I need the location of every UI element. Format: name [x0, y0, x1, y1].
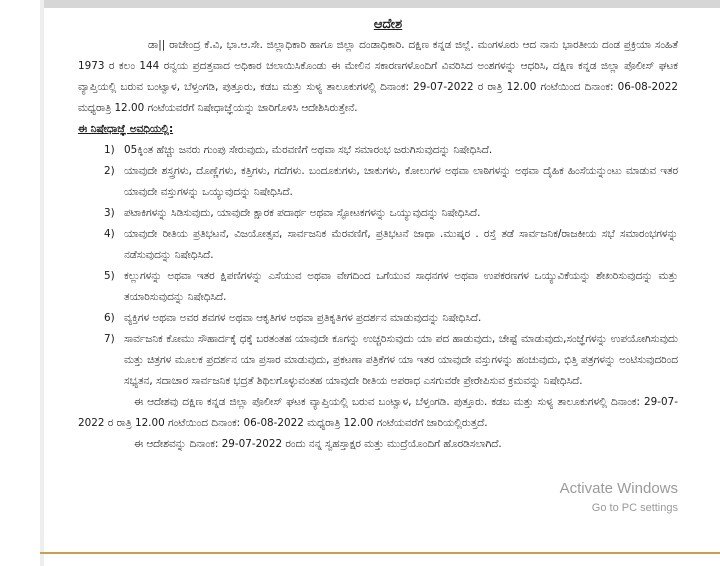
- prohibition-heading: ಈ ನಿಷೇಧಾಜ್ಞೆ ಅವಧಿಯಲ್ಲಿ:: [78, 123, 174, 135]
- left-border: [40, 0, 44, 566]
- item-number: 2): [104, 165, 115, 177]
- list-item: [104, 329, 678, 392]
- intro-paragraph: ಡಾ|| ರಾಜೇಂದ್ರ ಕೆ.ವಿ, ಭಾ.ಆ.ಸೇ. ಜಿಲ್ಲಾಧಿಕಾರಿ ಹಾಗೂ ಜಿಲ್ಲಾ ದಂಡಾಧಿಕಾರಿ. ದಕ್ಷಿಣ ಕನ್ನಡ ಜಿಲ್ಲೆ. ಮಂಗಳೂರು ಆದ ನಾನು ಭಾರತೀಯ ದಂಡ ಪ್ರಕ್ರಿಯಾ ಸಂಹಿತೆ 1973 ರ ಕಲಂ 144 ರನ್ವಯ ಪ್ರದತ್ತವಾದ ಅಧಿಕಾರ ಚಲಾಯಿಸಿಕೊಂಡು ಈ ಮೇಲಿನ ಸಕಾರಣಗಳೊಂದಿಗೆ ವಿವರಿಸಿದ ಅಂಶಗಳನ್ನು ಆಧರಿಸಿ, ದಕ್ಷಿಣ ಕನ್ನಡ ಜಿಲ್ಲಾ ಪೊಲೀಸ್ ಘಟಕ ವ್ಯಾಪ್ತಿಯಲ್ಲಿ ಬರುವ ಬಂಟ್ವಾಳ, ಬೆಳ್ತಂಗಡಿ, ಪುತ್ತೂರು, ಕಡಬ ಮತ್ತು ಸುಳ್ಯ ತಾಲೂಕುಗಳಲ್ಲಿ ದಿನಾಂಕ: 29-07-2022 ರ ರಾತ್ರಿ 12.00 ಗಂಟೆಯಿಂದ ದಿನಾಂಕ: 06-08-2022 ಮಧ್ಯರಾತ್ರಿ 12.00 ಗಂಟೆಯವರೆಗೆ ನಿಷೇಧಾಜ್ಞೆಯನ್ನು ಜಾರಿಗೊಳಿಸಿ ಆದೇಶಿಸಿರುತ್ತೇನೆ.: [78, 39, 678, 114]
- item-text: 05ಕ್ಕಿಂತ ಹೆಚ್ಚು ಜನರು ಗುಂಪು ಸೇರುವುದು, ಮೆರವಣಿಗೆ ಅಥವಾ ಸಭೆ ಸಮಾರಂಭ ಜರುಗಿಸುವುದನ್ನು ನಿಷೇಧಿಸಿದೆ.: [124, 144, 493, 156]
- order-document: [78, 14, 678, 455]
- list-item: [104, 161, 678, 203]
- list-item: [104, 266, 678, 308]
- activate-windows-watermark: Activate Windows: [559, 480, 678, 497]
- item-number: 5): [104, 270, 115, 282]
- bottom-border: [40, 552, 720, 554]
- item-text: ಸಾರ್ವಜನಿಕ ಕೋಮು ಸೌಹಾರ್ದಕ್ಕೆ ಧಕ್ಕೆ ಬರತಂತಹ ಯಾವುದೇ ಕೂಗನ್ನು ಉಚ್ಚರಿಸುವುದು ಯಾ ಪದ ಹಾಡುವುದು, ಚೇಷ್ಟೆ ಮಾಡುವುದು,ಸಂಜ್ಞೆಗಳನ್ನು ಉಪಯೋಗಿಸುವುದು ಮತ್ತು ಚಿತ್ರಗಳ ಮೂಲಕ ಪ್ರದರ್ಶನ ಯಾ ಪ್ರಸಾರ ಮಾಡುವುದು, ಪ್ರಕಟಣಾ ಪತ್ರಿಕೆಗಳ ಯಾ ಇತರ ಯಾವುದೇ ವಸ್ತುಗಳನ್ನು ಹಂಚುವುದು, ಭಿತ್ತಿ ಪತ್ರಗಳನ್ನು ಅಂಟಿಸುವುದರಿಂದ ಸಭ್ಯತನ, ಸದಾಚಾರ ಸಾರ್ವಜನಿಕ ಭದ್ರತೆ ಶಿಥಿಲಗೊಳ್ಳುವಂತಹ ಯಾವುದೇ ರೀತಿಯ ಅಪರಾಧ ಎಸಗುವರೇ ಪ್ರೇರೇಪಿಸುವ ಕ್ರಮವನ್ನು ನಿಷೇಧಿಸಿದೆ.: [124, 333, 678, 387]
- item-number: 7): [104, 333, 115, 345]
- list-item: [104, 308, 678, 329]
- item-number: 3): [104, 207, 115, 219]
- pc-settings-watermark: Go to PC settings: [591, 502, 678, 514]
- item-number: 4): [104, 228, 115, 240]
- item-text: ವ್ಯಕ್ತಿಗಳ ಅಥವಾ ಅವರ ಶವಗಳ ಅಥವಾ ಆಕೃತಿಗಳ ಅಥವಾ ಪ್ರತಿಕೃತಿಗಳ ಪ್ರದರ್ಶನ ಮಾಡುವುದನ್ನು ನಿಷೇಧಿಸಿದೆ.: [124, 312, 482, 324]
- item-text: ಕಲ್ಲುಗಳನ್ನು ಅಥವಾ ಇತರ ಕ್ಷಿಪಣಿಗಳನ್ನು ಎಸೆಯುವ ಅಥವಾ ವೇಗದಿಂದ ಒಗೆಯುವ ಸಾಧನಗಳ ಅಥವಾ ಉಪಕರಣಗಳ ಒಯ್ಯುವಿಕೆಯನ್ನು ಶೇಖರಿಸುವುದನ್ನು ಮತ್ತು ತಯಾರಿಸುವುದನ್ನು ನಿಷೇಧಿಸಿದೆ.: [124, 270, 678, 303]
- prohibition-list: [78, 140, 678, 392]
- closing-paragraph: ಈ ಆದೇಶವು ದಕ್ಷಿಣ ಕನ್ನಡ ಜಿಲ್ಲಾ ಪೊಲೀಸ್ ಘಟಕ ವ್ಯಾಪ್ತಿಯಲ್ಲಿ ಬರುವ ಬಂಟ್ವಾಳ, ಬೆಳ್ತಂಗಡಿ. ಪುತ್ತೂರು. ಕಡಬ ಮತ್ತು ಸುಳ್ಯ ತಾಲೂಕುಗಳಲ್ಲಿ ದಿನಾಂಕ: 29-07-2022 ರ ರಾತ್ರಿ 12.00 ಗಂಟೆಯಿಂದ ದಿನಾಂಕ: 06-08-2022 ಮಧ್ಯರಾತ್ರಿ 12.00 ಗಂಟೆಯವರೆಗೆ ಜಾರಿಯಲ್ಲಿರುತ್ತದೆ.: [78, 396, 678, 429]
- top-border: [40, 0, 720, 8]
- list-item: [104, 224, 678, 266]
- item-number: 1): [104, 144, 115, 156]
- list-item: [104, 140, 678, 161]
- issued-line: ಈ ಆದೇಶವನ್ನು ದಿನಾಂಕ: 29-07-2022 ರಂದು ನನ್ನ ಸ್ವಹಸ್ತಾಕ್ಷರ ಮತ್ತು ಮುದ್ರೆಯೊಂದಿಗೆ ಹೊರಡಿಸಲಾಗಿದೆ.: [134, 438, 502, 450]
- document-title: ಆದೇಶ: [373, 17, 403, 32]
- list-item: [104, 203, 678, 224]
- item-text: ಯಾವುದೇ ಶಸ್ತ್ರಗಳು, ದೊಣ್ಣೆಗಳು, ಕತ್ತಿಗಳು, ಗದೆಗಳು. ಬಂದೂಕುಗಳು, ಚಾಕುಗಳು, ಕೋಲುಗಳ ಅಥವಾ ಲಾಠಿಗಳನ್ನು ಅಥವಾ ದೈಹಿಕ ಹಿಂಸೆಯನ್ನುಂಟು ಮಾಡುವ ಇತರ ಯಾವುದೇ ವಸ್ತುಗಳನ್ನು ಒಯ್ಯುವುದನ್ನು ನಿಷೇಧಿಸಿದೆ.: [124, 165, 678, 198]
- item-number: 6): [104, 312, 115, 324]
- item-text: ಯಾವುದೇ ರೀತಿಯ ಪ್ರತಿಭಟನೆ, ವಿಜಯೋತ್ಸವ, ಸಾರ್ವಜನಿಕ ಮೆರವಣಿಗೆ, ಪ್ರತಿಭಟನೆ ಜಾಥಾ .ಮುಷ್ಕರ . ರಸ್ತೆ ತಡೆ ಸಾರ್ವಜನಿಕ/ರಾಜಕೀಯ ಸಭೆ ಸಮಾರಂಭಗಳನ್ನು ನಡೆಸುವುದನ್ನು ನಿಷೇಧಿಸಿದೆ.: [124, 228, 678, 261]
- item-text: ಪಟಾಕಿಗಳನ್ನು ಸಿಡಿಸುವುದು, ಯಾವುದೇ ಕ್ಷಾರಕ ಪದಾರ್ಥ ಅಥವಾ ಸ್ಫೋಟಕಗಳನ್ನು ಒಯ್ಯುವುದನ್ನು ನಿಷೇಧಿಸಿದೆ.: [124, 207, 481, 219]
